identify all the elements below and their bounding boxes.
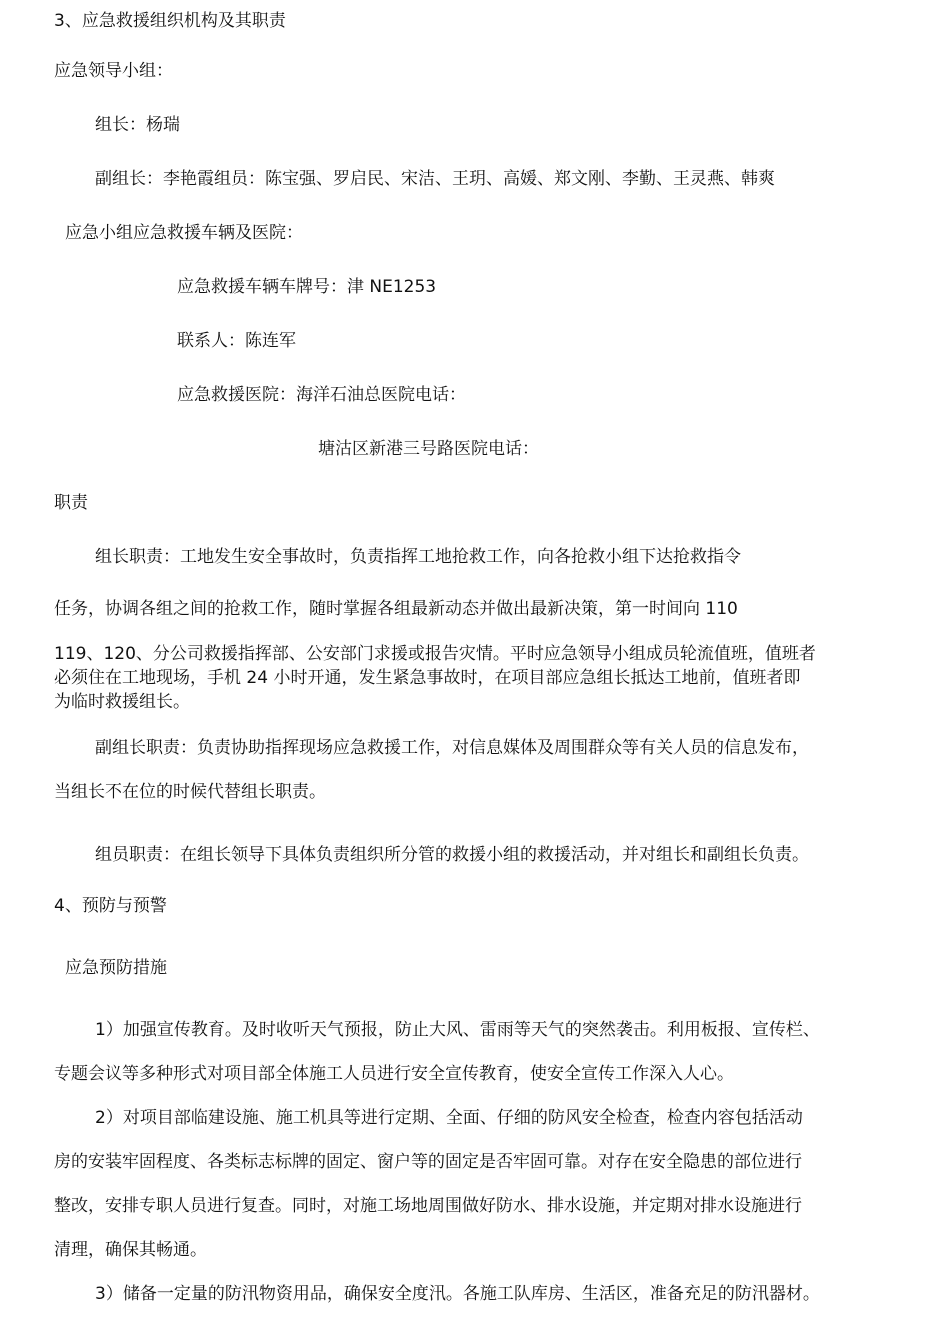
measure-2-line: 整改，安排专职人员进行复查。同时，对施工场地周围做好防水、排水设施，并定期对排水设施进行 xyxy=(54,1196,802,1216)
leadership-group-label: 应急领导小组： xyxy=(54,61,173,81)
leader-duty-line: 组长职责：工地发生安全事故时，负责指挥工地抢救工作，向各抢救小组下达抢救指令 xyxy=(95,547,741,567)
duties-heading: 职责 xyxy=(54,493,88,513)
prevention-subheading: 应急预防措施 xyxy=(65,958,167,978)
deputy-duty-line: 副组长职责：负责协助指挥现场应急救援工作，对信息媒体及周围群众等有关人员的信息发布， xyxy=(95,738,809,758)
group-leader: 组长：杨瑞 xyxy=(95,115,180,135)
vehicle-hospital-label: 应急小组应急救援车辆及医院： xyxy=(65,223,303,243)
leader-duty-line: 为临时救援组长。 xyxy=(54,692,190,712)
leader-duty-line: 任务，协调各组之间的抢救工作，随时掌握各组最新动态并做出最新决策，第一时间向 110 xyxy=(54,599,738,619)
deputy-and-members: 副组长：李艳霞组员：陈宝强、罗启民、宋洁、王玥、高媛、郑文刚、李勤、王灵燕、韩爽 xyxy=(95,169,775,189)
hospital-1: 应急救援医院：海洋石油总医院电话： xyxy=(177,385,466,405)
deputy-duty-line: 当组长不在位的时候代替组长职责。 xyxy=(54,782,326,802)
measure-1-line: 专题会议等多种形式对项目部全体施工人员进行安全宣传教育，使安全宣传工作深入人心。 xyxy=(54,1064,734,1084)
vehicle-plate: 应急救援车辆车牌号：津 NE1253 xyxy=(177,277,437,297)
contact-person: 联系人：陈连军 xyxy=(177,331,296,351)
measure-3-line: 3）储备一定量的防汛物资用品，确保安全度汛。各施工队库房、生活区，准备充足的防汛器材。 xyxy=(95,1284,820,1304)
leader-duty-line: 119、120、分公司救援指挥部、公安部门求援或报告灾情。平时应急领导小组成员轮流值班，值班者 xyxy=(54,644,816,664)
section-4-heading: 4、预防与预警 xyxy=(54,896,167,916)
member-duty: 组员职责：在组长领导下具体负责组织所分管的救援小组的救援活动，并对组长和副组长负责。 xyxy=(95,845,809,865)
measure-1-line: 1）加强宣传教育。及时收听天气预报，防止大风、雷雨等天气的突然袭击。利用板报、宣传栏、 xyxy=(95,1020,820,1040)
measure-2-line: 2）对项目部临建设施、施工机具等进行定期、全面、仔细的防风安全检查，检查内容包括活动 xyxy=(95,1108,803,1128)
hospital-2: 塘沽区新港三号路医院电话： xyxy=(318,439,539,459)
measure-2-line: 房的安装牢固程度、各类标志标牌的固定、窗户等的固定是否牢固可靠。对存在安全隐患的部位进行 xyxy=(54,1152,802,1172)
leader-duty-line: 必须住在工地现场，手机 24 小时开通，发生紧急事故时，在项目部应急组长抵达工地前，值班者即 xyxy=(54,668,801,688)
section-3-heading: 3、应急救援组织机构及其职责 xyxy=(54,11,286,31)
measure-2-line: 清理，确保其畅通。 xyxy=(54,1240,207,1260)
